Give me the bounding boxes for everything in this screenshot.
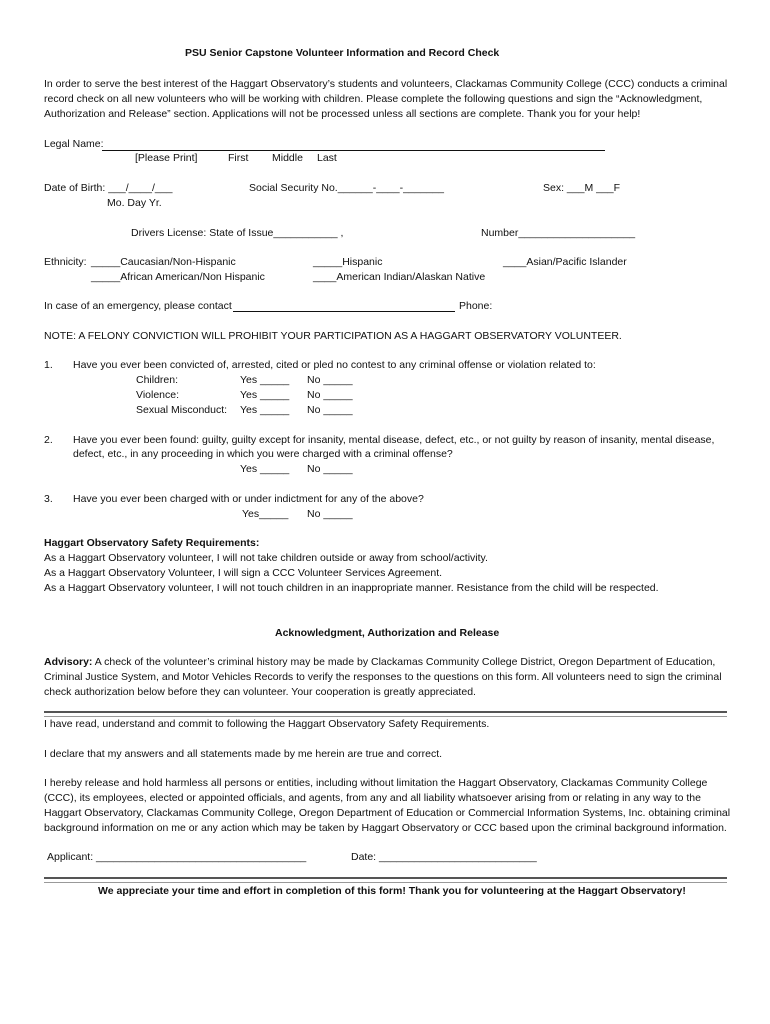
q1-violence-no[interactable]: No _____	[307, 389, 353, 401]
statement-declare: I declare that my answers and all statements made by me herein are true and correct.	[44, 748, 443, 760]
intro-line-1: In order to serve the best interest of the Haggart Observatory’s students and volunteers, Clackamas Community College (CCC) conducts a criminal	[44, 78, 728, 90]
legal-name-label: Legal Name:	[44, 138, 104, 150]
section-divider-bottom	[44, 877, 727, 883]
ethnicity-option-caucasian[interactable]: _____Caucasian/Non-Hispanic	[91, 256, 236, 268]
ethnicity-option-african-american[interactable]: _____African American/Non Hispanic	[91, 271, 265, 283]
license-number-field[interactable]: Number____________________	[481, 227, 636, 239]
ethnicity-option-asian-pacific[interactable]: ____Asian/Pacific Islander	[503, 256, 627, 268]
please-print-label: [Please Print]	[135, 152, 198, 164]
ethnicity-option-american-indian[interactable]: ____American Indian/Alaskan Native	[313, 271, 486, 283]
emergency-contact-label: In case of an emergency, please contact	[44, 300, 232, 312]
release-line-2: (CCC), its employees, elected or appointed officials, and agents, from any and all liability whatsoever arising from or relating in any way to the	[44, 792, 701, 804]
q2-no[interactable]: No _____	[307, 463, 353, 475]
safety-line-3: As a Haggart Observatory volunteer, I will not touch children in an inappropriate manner. Resistance from the child will be respected.	[44, 582, 659, 594]
license-state-field[interactable]: Drivers License: State of Issue___________ ,	[131, 227, 344, 239]
sex-field[interactable]: Sex: ___M ___F	[543, 182, 621, 194]
q1-children-yes[interactable]: Yes _____	[240, 374, 290, 386]
q2-yes[interactable]: Yes _____	[240, 463, 290, 475]
safety-line-1: As a Haggart Observatory volunteer, I will not take children outside or away from school/activity.	[44, 552, 488, 564]
q1-violence-yes[interactable]: Yes _____	[240, 389, 290, 401]
ethnicity-label: Ethnicity:	[44, 256, 87, 268]
question-2-line-1: Have you ever been found: guilty, guilty except for insanity, mental disease, defect, etc., or not guilty by reason of insanity, mental disease,	[73, 434, 715, 446]
advisory-line-1	[44, 655, 715, 669]
release-line-3: Haggart Observatory, Clackamas Community College, Oregon Department of Education or Commercial Information Systems, Inc. obtaining criminal	[44, 807, 731, 819]
advisory-line-2: Criminal Justice System, and Motor Vehicles Records to verify the responses to the questions on this form. All volunteers need to sign the criminal	[44, 671, 722, 683]
release-line-1: I hereby release and hold harmless all persons or entities, including without limitation the Haggart Observatory, Clackamas Community College	[44, 777, 708, 789]
release-line-4: background information on me or any action which may be taken by Haggart Observatory or CCC based upon the criminal background information.	[44, 822, 727, 834]
safety-heading: Haggart Observatory Safety Requirements:	[44, 537, 260, 549]
question-1-text: Have you ever been convicted of, arrested, cited or pled no contest to any criminal offense or violation related to:	[73, 359, 596, 371]
first-label: First	[228, 152, 249, 164]
advisory-label: Advisory:	[44, 656, 93, 668]
q3-yes[interactable]: Yes_____	[242, 508, 289, 520]
dob-sublabel: Mo. Day Yr.	[107, 197, 162, 209]
ssn-field[interactable]: Social Security No.______-____-_______	[249, 182, 444, 194]
emergency-contact-field[interactable]	[233, 311, 455, 312]
q1-sexual-misconduct-no[interactable]: No _____	[307, 404, 353, 416]
closing-thanks: We appreciate your time and effort in completion of this form! Thank you for volunteering at the Haggart Observatory!	[98, 885, 686, 897]
q1-children-no[interactable]: No _____	[307, 374, 353, 386]
question-3-text: Have you ever been charged with or under indictment for any of the above?	[73, 493, 424, 505]
acknowledgment-heading: Acknowledgment, Authorization and Release	[275, 627, 500, 639]
question-1-number: 1.	[44, 359, 53, 371]
applicant-signature-field[interactable]: Applicant: ____________________________________	[47, 851, 307, 863]
date-of-birth-field[interactable]: Date of Birth: ___/____/___	[44, 182, 173, 194]
emergency-phone-label: Phone:	[459, 300, 493, 312]
intro-line-3: Authorization and Release” section. Applications will not be processed unless all sections are complete. Thank you for your help!	[44, 108, 641, 120]
question-2-line-2: defect, etc., in any proceeding in which you were charged with a criminal offense?	[73, 448, 453, 460]
form-title: PSU Senior Capstone Volunteer Information and Record Check	[185, 47, 500, 59]
safety-line-2: As a Haggart Observatory Volunteer, I will sign a CCC Volunteer Services Agreement.	[44, 567, 443, 579]
q1-sexual-misconduct-label: Sexual Misconduct:	[136, 404, 228, 416]
intro-line-2: record check on all new volunteers who will be working with children. Please complete the following questions and sign the “Acknowledgment,	[44, 93, 703, 105]
last-label: Last	[317, 152, 337, 164]
ethnicity-option-hispanic[interactable]: _____Hispanic	[313, 256, 383, 268]
question-3-number: 3.	[44, 493, 53, 505]
statement-read: I have read, understand and commit to following the Haggart Observatory Safety Requirements.	[44, 718, 490, 730]
signature-date-field[interactable]: Date: ___________________________	[351, 851, 537, 863]
q1-violence-label: Violence:	[136, 389, 180, 401]
advisory-line-3: check authorization below before they can volunteer. Your cooperation is greatly appreciated.	[44, 686, 476, 698]
felony-note: NOTE: A FELONY CONVICTION WILL PROHIBIT YOUR PARTICIPATION AS A HAGGART OBSERVATORY VOLUNTEER.	[44, 330, 622, 342]
q3-no[interactable]: No _____	[307, 508, 353, 520]
question-2-number: 2.	[44, 434, 53, 446]
middle-label: Middle	[272, 152, 303, 164]
q1-children-label: Children:	[136, 374, 179, 386]
q1-sexual-misconduct-yes[interactable]: Yes _____	[240, 404, 290, 416]
advisory-text-1: A check of the volunteer’s criminal history may be made by Clackamas Community College District, Oregon Department of Education,	[92, 656, 716, 668]
